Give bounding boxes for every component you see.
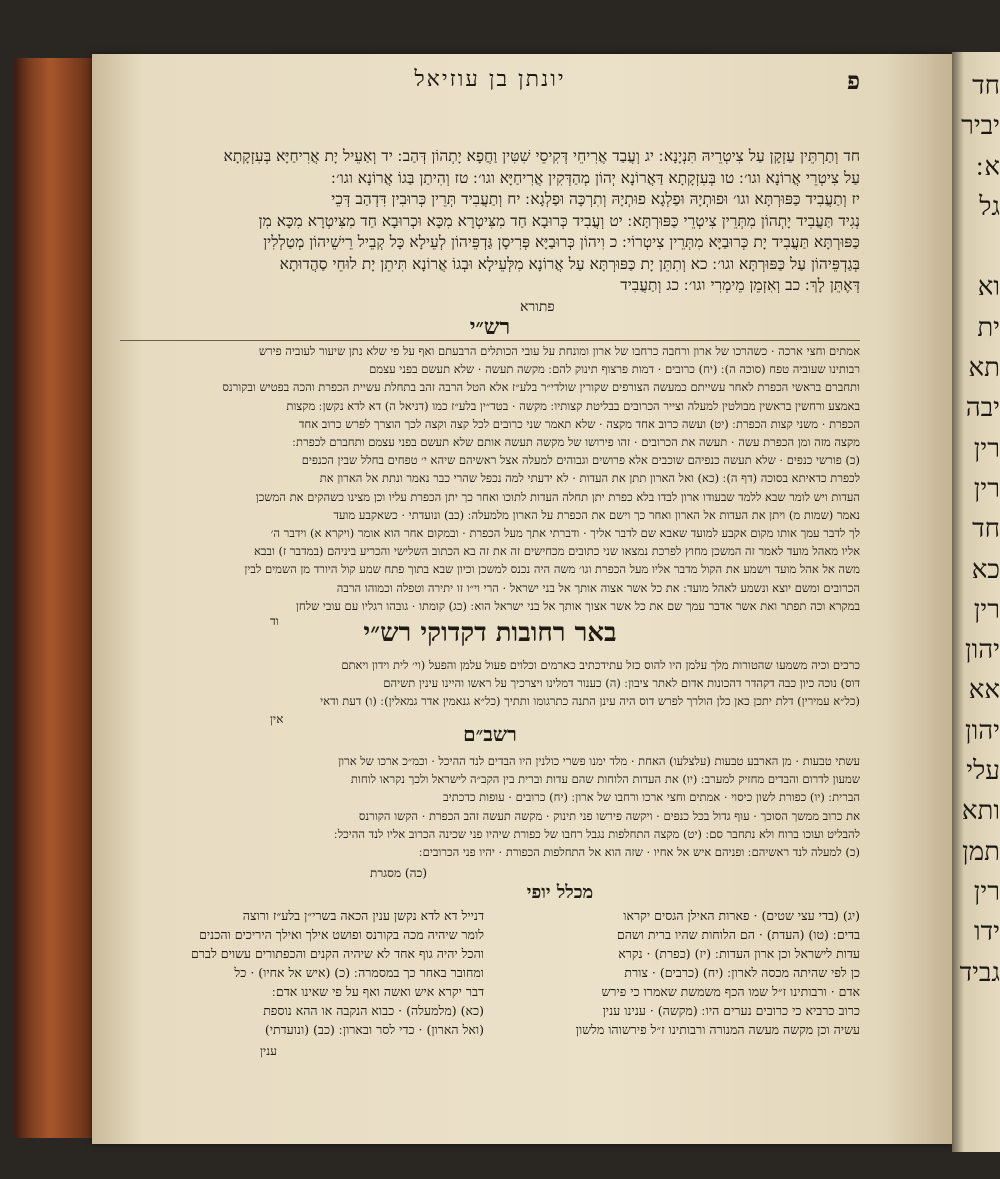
- facing-page-word: ידו: [974, 917, 1000, 948]
- facing-page-word: עלי: [966, 756, 1000, 787]
- rashbam-line: את כרוב ממשך הסוכך · עוף גדול בכל כנפים · ויקשה פירשו פני תינוק · מקשה תעשה זהב הכפרת · הקשו הקורנס: [358, 808, 860, 823]
- rashi-text: [120, 342, 860, 615]
- rashi-line: הכפרת · משני קצות הכפרת ׃ (יט) ועשה כרוב אחד מקצה · שלא תאמר שני כרובים לכל קצה וקצה לכך הוצרך לפרש כרוב אחד: [298, 416, 860, 431]
- facing-page-word: חד: [972, 514, 1000, 545]
- beer-line: (כל״א עמירין) דלת יתכן כאן כלן הולרך לפרש דוס היה עינן התנה כתרגומו ותתיך (כל״א גנאמין אדר גמאלין) ׃ (ו) דעת ודאי: [320, 694, 860, 709]
- mikhlal-left-column: [124, 906, 484, 1039]
- mikhlal-line: והכל יהיה גוף אחד לא שיהיה הקנים והכפתורים עשוים לברם: [190, 946, 484, 961]
- targum-line: דְּאֶתֵּן לָךְ ׃ כב וְאִזְמֵן מֵימְרִי וגו׳ ׃ כג וְתַעֲבִיד: [620, 276, 860, 294]
- mikhlal-yofi-heading: מכלל יופי: [526, 882, 594, 903]
- facing-page-word: תמן: [962, 836, 1000, 867]
- facing-page-word: תא: [968, 353, 1000, 384]
- rashi-line: נאמר (שמות מ) ויתן את העדות אל הארון ואחר כך וישם את הכפרת על הארון מלמעלה ׃ (כב) ונועדתי · כשאקבע מועד: [333, 507, 860, 522]
- facing-page-word: יבה: [965, 393, 1000, 424]
- rashi-line: באמצע ורחשין בראשין מבולטין למעלה וצייר הכרובים בבליטת קצותיו ׃ מקשה · בטד״ין בלע״ז כמו (דניאל ה) דא לדא נקשן ׃ מקצות: [286, 398, 860, 413]
- mikhlal-line: לומר שיהיה מכה בקורנס ופושט אילך ואילך היריכים והכנים: [199, 927, 484, 942]
- rashbam-text: [120, 752, 860, 861]
- facing-page-word: כא: [971, 554, 1000, 585]
- rashi-heading: רש״י: [469, 314, 511, 340]
- targum-line: חד וְתַרְתֵּין עַזְקָן עַל צִיטְרֵיהּ תִּנְיָנָא ׃ יג וְעֲבַד אֲרִיחֵי דְּקִיסֵי שִׁטִּין וַחֲפָא יָתְהוֹן דְּהַב ׃ יד וְאַעֵיל יָת אֲרִיחַיָּא בְּעִזְקָתָא: [223, 147, 860, 165]
- rashi-line: משה אל אהל מועד וישמע את הקול מדבר אליו מעל הכפרת וגו׳ משה היה נכנס למשכן וכיון שבא בתוך פתח שמע קול היורד מן השמים לבין: [244, 562, 860, 577]
- facing-page-word: [956, 227, 1000, 267]
- facing-page-word: ותא: [961, 796, 1000, 827]
- rashbam-line: שמעון לדרום והבדים מחזיק למערב ׃ (יו) את העדות הלוחות שהם עדות וברית בין הקב״ה לישראל ולכך נקראו לוחות: [350, 772, 860, 787]
- rashbam-catchword: (כה) מסגרת: [370, 866, 428, 880]
- rashi-line: (כ) פורשי כנפים · שלא תעשה כנפיהם שוכבים אלא פרושים וגבוהים למעלה אצל ראשיהם שיהא י׳ טפחים בחלל שבין הכנפים: [301, 453, 860, 468]
- mikhlal-line: דבר יקרא איש ואשה ואף על פי שאינו אדם ׃: [271, 984, 484, 999]
- rashi-line: הכרובים ומשם יוצא ונשמע לאהל מועד ׃ את כל אשר אצוה אותך אל בני ישראל · הרי וי״ו זו יתירה וטפלה וכמוהו הרבה: [336, 580, 860, 595]
- rashi-line: אמתים וחצי ארכה · כשהרכו של ארון ורחבה כרחבו של ארון ומונחת על עובי הכותלים הרבעתם ואף על פי שלא נתן שיעור לעוביה פירש: [258, 344, 860, 358]
- facing-page-text: [956, 66, 1000, 993]
- beer-rechovot-text: [120, 656, 860, 711]
- beer-rechovot-heading: באר רחובות דקדוקי רש״י: [363, 618, 617, 648]
- targum-catchword: פתורא: [520, 299, 555, 315]
- mikhlal-catchword: ענין: [260, 1044, 277, 1058]
- mikhlal-line: עדות לישראל וכן ארון העדות ׃ (יז) (כפרת) · נקרא: [618, 946, 860, 961]
- mikhlal-line: בדים ׃ (טו) (העדת) · הם הלוחות שהיו ברית ושהם: [616, 927, 860, 942]
- rashi-line: אליו מאהל מועד לאמר זה המשכן מחוץ לפרכת נמצאו שני כתובים מכחישים זה את זה בא הכתוב השלישי והכריע ביניהם (במדבר ז) ובבא: [253, 544, 860, 559]
- facing-page-edge: [952, 52, 1000, 1152]
- facing-page-word: רין: [973, 876, 1000, 907]
- book-spine: [14, 58, 94, 1138]
- rashi-line: העדות ויש לומר שבא ללמד שבעודו ארון לבדו בלא כפרת יתן תחלה העדות לתוכו ואחר כך יתן הכפרת עליו וכן מצינו כשהקים את המשכן: [255, 489, 860, 504]
- mikhlal-line: (כא) (מלמעלה) · כבוא הנקבה או ההא נוספת: [263, 1003, 484, 1018]
- rashbam-line: הברית ׃ (יו) כפורת לשון כיסוי · אמתים וחצי ארכו ורחבו של ארון ׃ (יח) כרובים · עופות כדכתיב: [443, 790, 860, 805]
- mikhlal-line: (יג) (בדי עצי שטים) · פארות האילן הגסים יקראו: [623, 908, 860, 923]
- running-head: [120, 66, 860, 96]
- targum-text: [120, 146, 860, 297]
- rashi-line: רבותינו שעוביה טפח (סוכה ה) ׃ (יח) כרובים · דמות פרצוף תינוק להם ׃ מקשה תעשה · שלא תעשם בפני עצמם: [369, 362, 860, 377]
- mikhlal-line: כרוב כרביא כי כרובים נערים היו ׃ (מקשה) · ענינו ענין: [602, 1003, 860, 1018]
- beer-catchword: אין: [270, 712, 284, 726]
- targum-line: עַל צִיטְרֵי אֲרוֹנָא וגו׳ ׃ טו בְּעִזְקָתָא דַּאֲרוֹנָא יְהוֹן מְהַדְּקִין אֲרִיחַיָּא וגו׳ ׃ טז וְהִיתַן בַּגוֹ אֲרוֹנָא וגו׳ ׃: [331, 168, 860, 187]
- divider: [120, 340, 860, 341]
- facing-page-word: רין: [973, 594, 1000, 625]
- rashbam-line: להבליט ועוכו ברוח ולא נתחבר סם ׃ (יט) מקצה התחלפות נגבל רחבו של כפורת שיהיו פני שכינה הכרוב אליו לנד ההיכל ׃: [334, 826, 860, 841]
- mikhlal-line: אדם · ורבותינו ז״ל שמו הכף משמשת שאמרו כי פירש: [601, 984, 860, 999]
- facing-page-word: גביד: [959, 957, 1000, 988]
- beer-line: כרכים וכיה משמעו שהטורות מלך עלמן היו להוס כזל עתידכתיב כארמים וכלוים פעול עלמן והפעל (וי׳ לית וידון ויאתם: [341, 658, 860, 672]
- facing-page-word: רין: [973, 433, 1000, 464]
- mikhlal-line: דנייל דא לדא נקשן ענין הכאה בשרי״ן בלע״ז ורוצה: [242, 908, 484, 923]
- mikhlal-line: (ואל הארון) · כדי לסר ובארון ׃ (כב) (ונועדתי): [264, 1022, 484, 1037]
- facing-page-word: יהון: [964, 635, 1000, 666]
- facing-page-word: וא: [977, 272, 1000, 303]
- rashbam-line: עשתי טבעות · מן הארבע טבעות (עלצלעו) האחת · מלד ימנו פשרי כולנין היו הבדים לנד ההיכל · וכמ״כ ארכו של ארון: [338, 754, 860, 768]
- mikhlal-line: ומחובר באחר כך במסמרה ׃ (כ) (איש אל אחיו) · כל: [234, 965, 484, 980]
- rashbam-line: (כ) למעלה לנד ראשיהם ׃ ופניהם איש אל אחיו · שזה הוא אל התחלפות הכפורת · יהיו פני הכרובים ׃: [418, 845, 860, 860]
- facing-page-word: חד: [972, 71, 1000, 101]
- rashbam-heading: רשב״ם: [463, 722, 517, 746]
- rashi-line: לכפרת כדאיתא בסוכה (דף ה) ׃ (כא) ואל הארון תתן את העדות · לא ידעתי למה נכפל שהרי כבר נאמר ונתת אל הארון את: [319, 471, 860, 486]
- rashi-line: במקרא וכה תפתר ואת אשר אדבר עמך שם את כל אשר אצוך אותך אל בני ישראל הוא ׃ (כג) קומתו · גובהו רגליו עם עובי שלחן: [295, 598, 860, 613]
- mikhlal-line: עשיה וכן מקשה מעשה המנורה ורבותינו ז״ל פירשוהו מלשון: [575, 1022, 860, 1037]
- facing-page-word: יביר: [961, 111, 1000, 142]
- rashi-line: מקצה מזה ומן הכפרת עשה · תעשה את הכרובים · זהו פירושו של מקשה תעשה אותם שלא תעשם בפני עצמם ותחברם לכפרת ׃: [292, 435, 860, 450]
- beer-line: דוס) נוכה כיון כבה דקהדר דהכונות אדום לאתר ציבון ׃ (ה) כענור דמלינו ויצרכיך על ראשו והיינו עינין תשיהם: [383, 676, 860, 691]
- facing-page-word: יהון: [964, 715, 1000, 746]
- targum-line: יז וְתַעֲבִיד כַּפּוּרְתָּא וגו׳ וּפוּתְיָהּ וּפַלְגָא פוּתְיָהּ וְתִרְכָּה וּפַלְגָא ׃ יח וְתַעֲבִיד תְּרֵין כְּרוּבִין דִּדְהַב דְּכֵי: [331, 190, 860, 208]
- facing-page-word: גל: [979, 191, 1000, 222]
- rashi-catchword: וד: [270, 614, 279, 628]
- rashi-line: ותחברם בראשי הכפרת לאחר עשייתם כמעשה הצורפים שקורין שולדי״ר בלע״ז אלא הטל הרבה זהב בתחלת עשיית הכפרת והכה בפטיש ובקורנס: [222, 380, 860, 395]
- facing-page-word: ית: [977, 312, 1000, 343]
- mikhlal-line: כן לפי שהיתה מכסה לארון ׃ (יח) (כרבים) · צורת: [624, 965, 860, 980]
- targum-line: כַּפּוּרְתָּא תַּעֲבִיד יָת כְּרוּבַיָּא מִתְּרֵין צִיטְרוֹי ׃ כ וִיהוֹן כְּרוּבַיָּא פְּרִיסָן גַּדְפֵּיהוֹן לְעֵילָא כָּל קְבֵיל רֵישֵׁיהוֹן מְטַלְלִין: [263, 233, 860, 251]
- facing-page-word: רין: [973, 473, 1000, 504]
- facing-page-word: אא: [968, 675, 1000, 706]
- targum-line: נְגִיד תַּעֲבִיד יָתְהוֹן מִתְּרֵין צִיטְרֵי כַּפּוּרְתָּא ׃ יט וְעֲבִיד כְּרוּבָא חַד מִצִּיטְרָא מִכָּא וּכְרוּבָא חַד מִצִּיטְרָא מִכָּא מִן: [258, 211, 860, 230]
- targum-line: בְּגַדְפֵּיהוֹן עַל כַּפּוּרְתָּא וגו׳ ׃ כא וְתִתֵּן יָת כַּפּוּרְתָּא עַל אֲרוֹנָא מִלְּעֵילָא וּבְגוֹ אֲרוֹנָא תִּיתֵן יָת לוּחֵי סַהֲדוּתָא: [279, 254, 860, 273]
- rashi-line: לך לדבר עמך אותו מקום אקבע למועד שאבא שם לדבר אליך · ודברתי אתך מעל הכפרת · ובמקום אחר הוא אומר (ויקרא א) וידבר ה׳: [270, 526, 860, 541]
- facing-page-word: א ׃: [976, 151, 1000, 182]
- page-title: יונתן בן עוזיאל: [414, 67, 566, 92]
- page-number: פ: [846, 66, 860, 95]
- mikhlal-right-column: [500, 906, 860, 1039]
